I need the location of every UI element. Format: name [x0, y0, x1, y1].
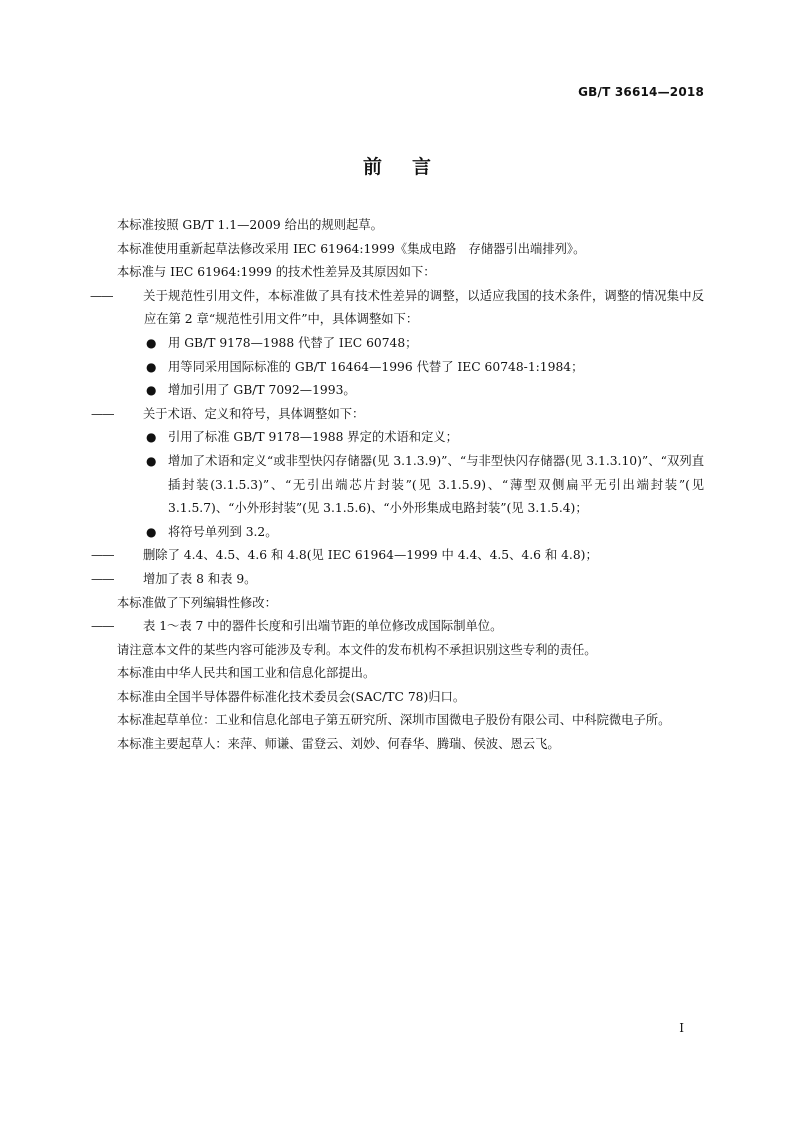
page-number: I: [679, 1021, 684, 1035]
standard-number: GB/T 36614—2018: [578, 85, 704, 99]
bullet-icon: ●: [146, 430, 157, 445]
paragraph-drafting-units: 本标准起草单位：工业和信息化部电子第五研究所、深圳市国微电子股份有限公司、中科院微电子所。: [117, 713, 671, 728]
bullet-item: [90, 426, 704, 450]
bullet-icon: ●: [146, 524, 157, 539]
dash-item-normative-references: [90, 285, 704, 332]
paragraph-proposed-by: 本标准由中华人民共和国工业和信息化部提出。: [117, 666, 376, 681]
dash-item-units: [90, 615, 704, 639]
page-title: 前言: [362, 156, 461, 178]
bullet-icon: ●: [146, 335, 157, 350]
bullet-icon: ●: [146, 383, 157, 398]
paragraph-differences-intro: 本标准与 IEC 61964:1999 的技术性差异及其原因如下：: [117, 265, 436, 280]
dash-mark: ——: [90, 288, 113, 303]
bullet-item-text: 用 GB/T 9178—1988 代替了 IEC 60748；: [168, 335, 418, 350]
bullet-item-text: 增加引用了 GB/T 7092—1993。: [168, 383, 356, 398]
dash-item-deletions: [90, 544, 704, 568]
dash-item-text: 增加了表 8 和表 9。: [143, 571, 257, 586]
dash-mark: ——: [91, 619, 114, 634]
paragraph-drafters: 本标准主要起草人：来萍、师谦、雷登云、刘妙、何春华、腾瑞、侯波、恩云飞。: [117, 737, 560, 752]
bullet-item: [90, 521, 704, 545]
bullet-icon: ●: [146, 453, 157, 468]
dash-mark: ——: [91, 406, 114, 421]
dash-mark: ——: [91, 571, 114, 586]
bullet-icon: ●: [146, 359, 157, 374]
dash-item-text: 关于规范性引用文件，本标准做了具有技术性差异的调整，以适应我国的技术条件，调整的情况集中反应在第 2 章“规范性引用文件”中，具体调整如下：: [143, 288, 704, 327]
paragraph-adoption-method: 本标准使用重新起草法修改采用 IEC 61964:1999《集成电路 存储器引出端排列》。: [117, 241, 586, 256]
paragraph-drafting-rules: 本标准按照 GB/T 1.1—2009 给出的规则起草。: [117, 218, 383, 232]
paragraph-technical-committee: 本标准由全国半导体器件标准化技术委员会(SAC/TC 78)归口。: [117, 689, 466, 704]
dash-item-text: 表 1～表 7 中的器件长度和引出端节距的单位修改成国际制单位。: [143, 619, 503, 634]
paragraph-patent-notice: 请注意本文件的某些内容可能涉及专利。本文件的发布机构不承担识别这些专利的责任。: [117, 642, 597, 657]
bullet-item-text: 将符号单列到 3.2。: [168, 524, 278, 539]
bullet-item: [90, 332, 704, 356]
dash-item-text: 删除了 4.4、4.5、4.6 和 4.8(见 IEC 61964—1999 中 4.4、4.5、4.6 和 4.8)；: [143, 548, 598, 563]
bullet-item-text: 增加了术语和定义“或非型快闪存储器(见 3.1.3.9)”、“与非型快闪存储器(见 3.1.3.10)”、“双列直插封装(3.1.5.3)”、“无引出端芯片封装”(见 3.1.5.9)、“薄型双侧扁平无引出端封装”(见 3.1.5.7)、“小外形封装”(见 3.1.5.6)、“小外形集成电路封装”(见 3.1.5.4)；: [168, 453, 704, 516]
bullet-item: [90, 356, 704, 380]
dash-item-terms: [90, 403, 704, 427]
dash-item-text: 关于术语、定义和符号，具体调整如下：: [143, 406, 365, 421]
dash-item-additions: [90, 568, 704, 592]
foreword-body: [90, 214, 704, 757]
dash-mark: ——: [91, 548, 114, 563]
paragraph-editorial-intro: 本标准做了下列编辑性修改：: [117, 595, 277, 610]
bullet-item: [90, 450, 704, 521]
bullet-item: [90, 379, 704, 403]
bullet-item-text: 用等同采用国际标准的 GB/T 16464—1996 代替了 IEC 60748-1:1984；: [168, 359, 584, 374]
bullet-item-text: 引用了标准 GB/T 9178—1988 界定的术语和定义；: [168, 430, 458, 445]
